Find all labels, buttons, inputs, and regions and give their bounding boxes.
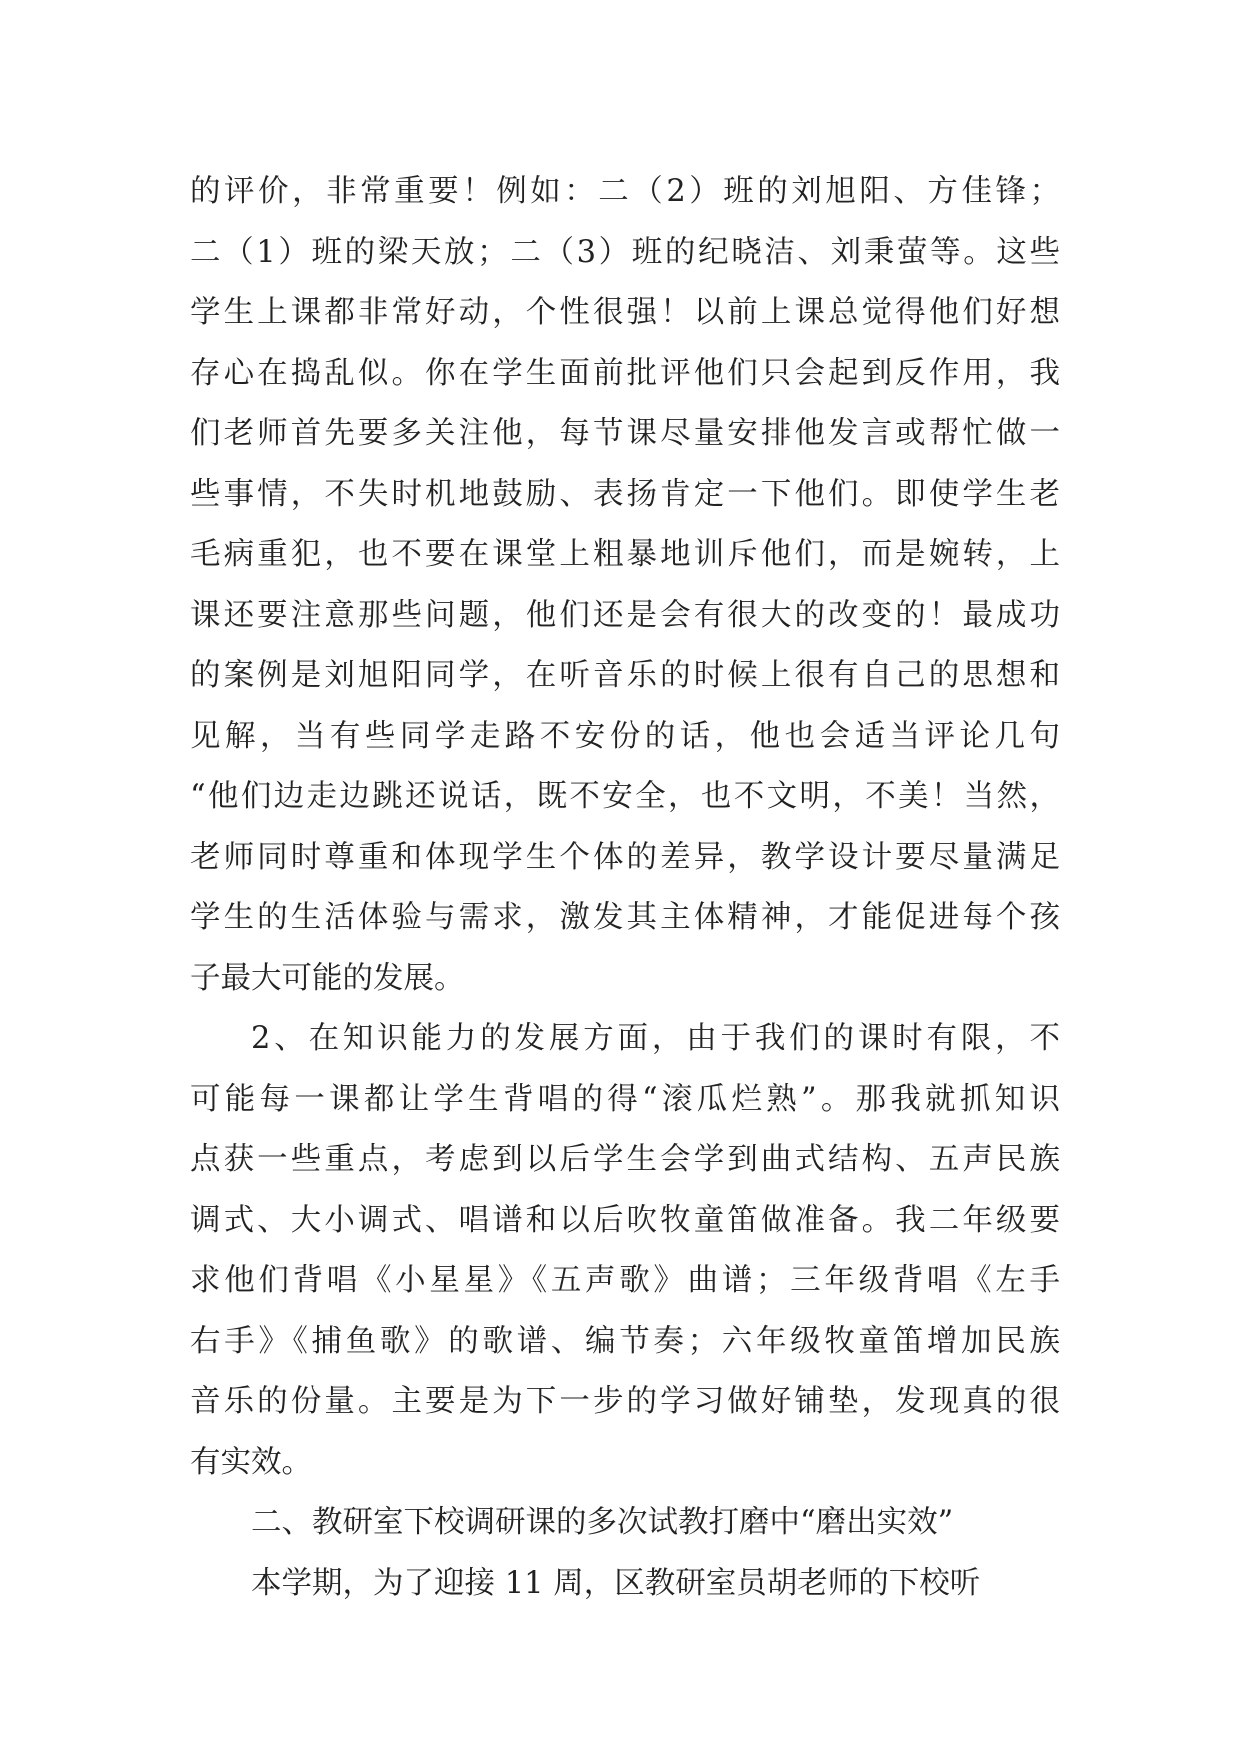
text-line: 毛病重犯，也不要在课堂上粗暴地训斥他们，而是婉转，上: [190, 537, 1060, 572]
text-line: 老师同时尊重和体现学生个体的差异，教学设计要尽量满足: [190, 839, 1060, 875]
text-line: 学生的生活体验与需求，激发其主体精神，才能促进每个孩: [190, 900, 1060, 935]
text-line: “他们边走边跳还说话，既不安全，也不文明，不美！当然，: [190, 779, 1060, 814]
text-line: 音乐的份量。主要是为下一步的学习做好铺垫，发现真的很: [190, 1384, 1060, 1419]
text-line: 们老师首先要多关注他，每节课尽量安排他发言或帮忙做一: [190, 416, 1060, 451]
document-body: [190, 162, 1060, 1614]
text-line: 课还要注意那些问题，他们还是会有很大的改变的！最成功: [190, 597, 1060, 633]
text-line: 二、教研室下校调研课的多次试教打磨中“磨出实效”: [251, 1505, 954, 1540]
text-line: 的案例是刘旭阳同学，在听音乐的时候上很有自己的思想和: [190, 658, 1060, 693]
text-line: 点获一些重点，考虑到以后学生会学到曲式结构、五声民族: [190, 1142, 1060, 1177]
text-line: 些事情，不失时机地鼓励、表扬肯定一下他们。即使学生老: [190, 476, 1060, 512]
text-line: 有实效。: [190, 1444, 312, 1480]
text-line: 的评价，非常重要！例如：二（2）班的刘旭阳、方佳锋；: [190, 174, 1060, 209]
text-line: 求他们背唱《小星星》《五声歌》曲谱；三年级背唱《左手: [190, 1263, 1060, 1298]
text-line: 右手》《捕鱼歌》的歌谱、编节奏；六年级牧童笛增加民族: [190, 1323, 1060, 1359]
paragraph-1: [190, 162, 1060, 1009]
text-line: 调式、大小调式、唱谱和以后吹牧童笛做准备。我二年级要: [190, 1202, 1060, 1238]
text-line: 二（1）班的梁天放；二（3）班的纪晓洁、刘秉萤等。这些: [190, 234, 1060, 270]
paragraph-2: [190, 1009, 1060, 1493]
text-line: 子最大可能的发展。: [190, 960, 465, 996]
text-line: 可能每一课都让学生背唱的得“滚瓜烂熟”。那我就抓知识: [190, 1081, 1060, 1117]
paragraph-4: [190, 1554, 1060, 1615]
text-line: 学生上课都非常好动，个性很强！以前上课总觉得他们好想: [190, 295, 1060, 330]
text-line: 存心在捣乱似。你在学生面前批评他们只会起到反作用，我: [190, 355, 1060, 391]
section-heading: [190, 1493, 1060, 1554]
text-line: 本学期，为了迎接 11 周，区教研室员胡老师的下校听: [251, 1565, 981, 1601]
text-line: 2、在知识能力的发展方面，由于我们的课时有限，不: [251, 1021, 1060, 1056]
text-line: 见解，当有些同学走路不安份的话，他也会适当评论几句: [190, 718, 1060, 754]
